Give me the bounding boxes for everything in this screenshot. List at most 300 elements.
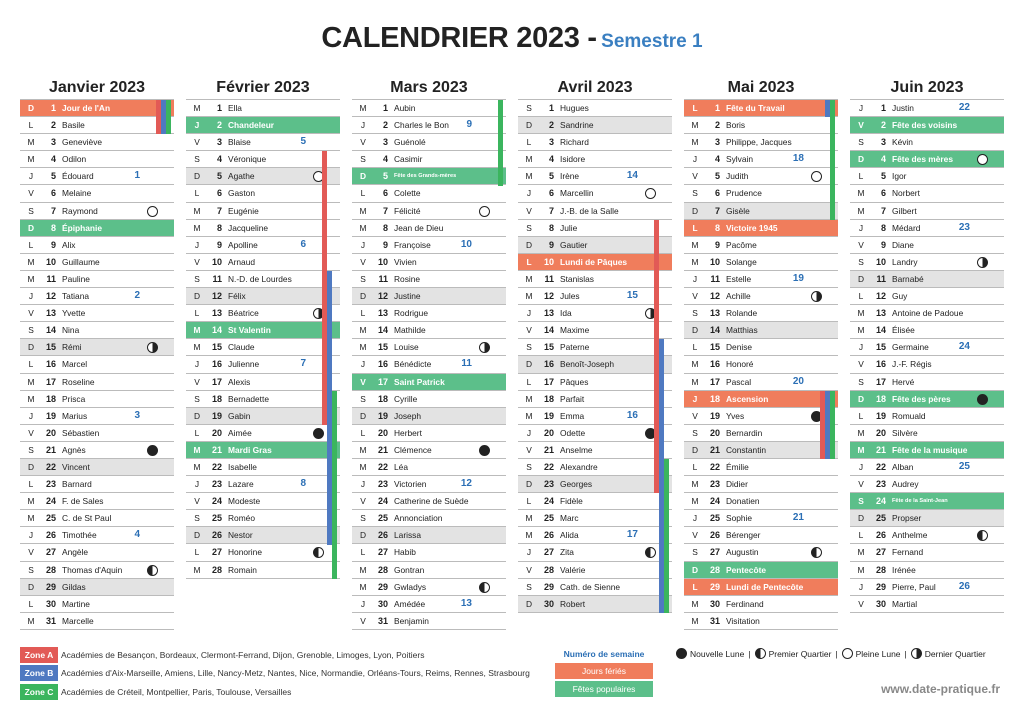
day-row xyxy=(850,185,1004,202)
day-letter: S xyxy=(28,564,34,575)
week-number: 16 xyxy=(626,409,638,421)
day-number: 16 xyxy=(45,359,56,370)
day-number: 15 xyxy=(45,342,56,353)
day-row xyxy=(684,562,838,579)
day-number: 26 xyxy=(211,530,222,541)
saint-name: Barnard xyxy=(62,479,92,490)
day-letter: D xyxy=(525,359,533,370)
day-number: 15 xyxy=(709,342,720,353)
saint-name: Irénée xyxy=(892,564,916,575)
day-row xyxy=(518,339,672,356)
day-row xyxy=(352,271,506,288)
saint-name: Alexandre xyxy=(560,461,598,472)
day-letter: D xyxy=(27,461,35,472)
day-number: 21 xyxy=(709,444,720,455)
day-row xyxy=(20,117,174,134)
day-row xyxy=(186,305,340,322)
month-name: Janvier 2023 xyxy=(48,79,146,96)
day-row xyxy=(684,613,838,630)
saint-name: Ella xyxy=(228,103,242,113)
last-quarter-icon xyxy=(911,648,922,659)
site-url[interactable]: www.date-pratique.fr xyxy=(881,682,1000,696)
day-row xyxy=(850,459,1004,476)
day-row xyxy=(518,442,672,459)
saint-name: Richard xyxy=(560,137,589,148)
saint-name: Apolline xyxy=(228,239,258,250)
day-number: 17 xyxy=(211,376,222,387)
color-key xyxy=(555,646,653,699)
saint-name: Propser xyxy=(892,513,922,524)
day-letter: L xyxy=(28,120,34,131)
day-number: 25 xyxy=(377,513,388,524)
day-row xyxy=(352,544,506,561)
saint-name: Fête des pères xyxy=(892,393,951,404)
day-letter: D xyxy=(193,410,201,421)
day-letter: J xyxy=(28,291,34,302)
day-letter: M xyxy=(691,479,699,490)
day-row xyxy=(20,527,174,544)
week-number-key: Numéro de semaine xyxy=(563,649,645,659)
day-letter: M xyxy=(525,410,533,421)
day-row xyxy=(186,254,340,271)
month-name: Mars 2023 xyxy=(390,79,468,96)
saint-name: Paterne xyxy=(560,342,590,353)
day-row xyxy=(352,322,506,339)
new-moon-icon xyxy=(977,394,988,405)
week-number: 15 xyxy=(626,290,638,302)
day-number: 14 xyxy=(377,325,388,336)
day-row xyxy=(850,374,1004,391)
day-row xyxy=(850,322,1004,339)
day-letter: S xyxy=(526,222,532,233)
saint-name: Fête des voisins xyxy=(892,120,958,131)
day-number: 16 xyxy=(875,359,886,370)
saint-name: C. de St Paul xyxy=(62,513,112,524)
week-number: 14 xyxy=(626,170,638,182)
day-number: 2 xyxy=(714,120,720,131)
day-number: 28 xyxy=(211,564,222,575)
day-letter: J xyxy=(858,103,864,113)
day-row xyxy=(850,442,1004,459)
saint-name: Robert xyxy=(560,598,586,609)
day-row xyxy=(20,579,174,596)
day-number: 4 xyxy=(216,154,222,165)
full-moon-label: Pleine Lune xyxy=(855,648,901,659)
day-row xyxy=(352,237,506,254)
day-number: 13 xyxy=(377,308,388,319)
saint-name: Épiphanie xyxy=(62,222,103,233)
day-letter: D xyxy=(525,479,533,490)
day-number: 21 xyxy=(377,444,388,455)
last-quarter-label: Dernier Quartier xyxy=(924,648,986,659)
day-number: 9 xyxy=(880,239,886,250)
day-number: 14 xyxy=(543,325,554,336)
day-row xyxy=(684,579,838,596)
saint-name: Émilie xyxy=(726,461,749,472)
first-moon-icon xyxy=(479,582,490,593)
day-row xyxy=(684,356,838,373)
week-number: 12 xyxy=(460,478,472,490)
day-number: 20 xyxy=(45,427,56,438)
day-letter: V xyxy=(28,427,34,438)
day-letter: S xyxy=(526,342,532,353)
saint-name: Gilbert xyxy=(892,205,917,216)
saint-name: Lundi de Pâques xyxy=(560,256,628,267)
day-number: 26 xyxy=(377,530,388,541)
day-letter: L xyxy=(194,308,200,319)
moon-separator: | xyxy=(835,648,838,659)
saint-name: Rosine xyxy=(394,273,421,284)
day-letter: M xyxy=(359,581,367,592)
day-letter: V xyxy=(858,120,864,131)
day-row xyxy=(518,168,672,185)
day-number: 27 xyxy=(875,547,886,558)
new-moon-label: Nouvelle Lune xyxy=(690,648,745,659)
day-letter: D xyxy=(525,598,533,609)
saint-name: Anselme xyxy=(560,444,593,455)
day-row xyxy=(186,544,340,561)
day-letter: M xyxy=(525,171,533,182)
week-number: 24 xyxy=(958,341,970,353)
saint-name: Marc xyxy=(560,513,579,524)
day-letter: S xyxy=(28,444,34,455)
day-number: 23 xyxy=(377,479,388,490)
saint-name: Lazare xyxy=(228,479,254,490)
day-row xyxy=(186,288,340,305)
day-letter: M xyxy=(27,513,35,524)
day-number: 27 xyxy=(377,547,388,558)
saint-name: Tatiana xyxy=(62,291,90,302)
day-number: 3 xyxy=(382,137,388,148)
saint-name: Rodrigue xyxy=(394,308,428,319)
saint-name: Pentecôte xyxy=(726,564,767,575)
day-number: 30 xyxy=(377,598,388,609)
day-row xyxy=(518,356,672,373)
day-number: 11 xyxy=(46,273,56,284)
title-main: CALENDRIER 2023 - xyxy=(321,22,597,54)
saint-name: Louise xyxy=(394,342,419,353)
saint-name: Justine xyxy=(394,291,421,302)
day-number: 23 xyxy=(543,479,554,490)
saint-name: Julie xyxy=(560,222,578,233)
day-row xyxy=(850,117,1004,134)
day-number: 25 xyxy=(211,513,222,524)
day-letter: D xyxy=(691,325,699,336)
day-number: 12 xyxy=(543,291,554,302)
day-letter: L xyxy=(194,427,200,438)
day-number: 13 xyxy=(543,308,554,319)
day-letter: L xyxy=(28,598,34,609)
day-number: 25 xyxy=(45,513,56,524)
day-row xyxy=(20,271,174,288)
day-number: 22 xyxy=(875,461,886,472)
day-number: 2 xyxy=(880,120,886,131)
saint-name: Agnès xyxy=(62,444,86,455)
saint-name: Odette xyxy=(560,427,586,438)
saint-name: Catherine de Suède xyxy=(394,496,469,507)
saint-name: Alix xyxy=(62,239,76,250)
day-number: 1 xyxy=(548,103,554,113)
saint-name: Saint Patrick xyxy=(394,376,445,387)
day-row xyxy=(186,203,340,220)
day-letter: M xyxy=(857,308,865,319)
day-row xyxy=(684,493,838,510)
day-letter: J xyxy=(858,581,864,592)
saint-name: Sandrine xyxy=(560,120,594,131)
first-quarter-icon xyxy=(755,648,766,659)
day-number: 29 xyxy=(543,581,554,592)
day-number: 19 xyxy=(45,410,56,421)
day-letter: D xyxy=(691,205,699,216)
day-number: 13 xyxy=(45,308,56,319)
day-number: 11 xyxy=(876,273,886,284)
day-row xyxy=(186,220,340,237)
day-number: 9 xyxy=(382,239,388,250)
saint-name: Honorine xyxy=(228,547,262,558)
day-number: 12 xyxy=(709,291,720,302)
day-row xyxy=(352,254,506,271)
day-letter: L xyxy=(526,496,532,507)
day-row xyxy=(518,288,672,305)
day-number: 20 xyxy=(709,427,720,438)
day-number: 8 xyxy=(382,222,388,233)
day-number: 8 xyxy=(714,222,720,233)
day-letter: D xyxy=(27,342,35,353)
day-letter: L xyxy=(28,359,34,370)
zone-c-vacation-bar xyxy=(830,100,835,220)
day-letter: L xyxy=(858,171,864,182)
day-row xyxy=(352,151,506,168)
day-row xyxy=(850,596,1004,613)
day-row xyxy=(186,425,340,442)
full-moon-icon xyxy=(479,206,490,217)
saint-name: Blaise xyxy=(228,137,251,148)
day-letter: S xyxy=(526,581,532,592)
day-letter: D xyxy=(857,393,865,404)
saint-name: Norbert xyxy=(892,188,920,199)
saint-name: Marcelle xyxy=(62,615,94,626)
day-row xyxy=(20,510,174,527)
saint-name: Clémence xyxy=(394,444,432,455)
saint-name: Guillaume xyxy=(62,256,100,267)
day-number: 26 xyxy=(709,530,720,541)
day-letter: L xyxy=(692,103,698,113)
day-letter: M xyxy=(27,376,35,387)
saint-name: Herbert xyxy=(394,427,422,438)
saint-name: Marius xyxy=(62,410,88,421)
saint-name: Augustin xyxy=(726,547,759,558)
day-row xyxy=(850,356,1004,373)
day-letter: V xyxy=(692,291,698,302)
day-number: 7 xyxy=(714,205,720,216)
day-letter: D xyxy=(691,564,699,575)
day-number: 22 xyxy=(211,461,222,472)
day-row xyxy=(684,527,838,544)
day-row xyxy=(850,527,1004,544)
day-number: 22 xyxy=(45,461,56,472)
month-column xyxy=(352,77,506,630)
day-letter: M xyxy=(359,564,367,575)
day-row xyxy=(518,493,672,510)
day-letter: M xyxy=(27,154,35,165)
saint-name: Aimée xyxy=(228,427,252,438)
day-letter: M xyxy=(857,325,865,336)
day-number: 12 xyxy=(377,291,388,302)
day-letter: M xyxy=(359,222,367,233)
day-row xyxy=(518,510,672,527)
day-letter: S xyxy=(194,393,200,404)
day-number: 31 xyxy=(45,615,56,626)
saint-name: Charles le Bon xyxy=(394,120,449,131)
day-letter: M xyxy=(359,342,367,353)
day-number: 13 xyxy=(709,308,720,319)
day-number: 4 xyxy=(382,154,388,165)
zone-c-tag: Zone C xyxy=(20,684,58,700)
day-number: 18 xyxy=(45,393,56,404)
day-letter: S xyxy=(194,273,200,284)
saint-name: Landry xyxy=(892,256,918,267)
saint-name: Félicité xyxy=(394,205,421,216)
day-letter: L xyxy=(692,222,698,233)
saint-name: Geneviève xyxy=(62,137,103,148)
saint-name: Irène xyxy=(560,171,580,182)
first-moon-icon xyxy=(645,547,656,558)
day-letter: M xyxy=(27,615,35,626)
saint-name: Philippe, Jacques xyxy=(726,137,792,148)
day-letter: D xyxy=(27,222,35,233)
week-number: 19 xyxy=(792,272,804,284)
day-number: 26 xyxy=(543,530,554,541)
day-letter: S xyxy=(360,154,366,165)
saint-name: Gabin xyxy=(228,410,251,421)
saint-name: Diane xyxy=(892,239,914,250)
day-number: 8 xyxy=(50,222,56,233)
saint-name: Martial xyxy=(892,598,918,609)
day-number: 11 xyxy=(378,273,388,284)
day-number: 16 xyxy=(377,359,388,370)
new-moon-icon xyxy=(676,648,687,659)
saint-name: Pâques xyxy=(560,376,589,387)
day-letter: L xyxy=(360,547,366,558)
day-letter: J xyxy=(692,154,698,165)
day-row xyxy=(20,151,174,168)
day-row xyxy=(850,562,1004,579)
day-letter: M xyxy=(359,461,367,472)
day-row xyxy=(684,151,838,168)
day-number: 12 xyxy=(211,291,222,302)
week-number: 3 xyxy=(134,409,140,421)
saint-name: Romuald xyxy=(892,410,926,421)
day-letter: M xyxy=(857,205,865,216)
day-number: 3 xyxy=(50,137,56,148)
day-letter: M xyxy=(193,222,201,233)
day-row xyxy=(684,339,838,356)
day-letter: J xyxy=(28,171,34,182)
zone-b-legend xyxy=(20,665,530,682)
day-row xyxy=(684,220,838,237)
day-letter: J xyxy=(194,359,200,370)
day-number: 5 xyxy=(714,171,720,182)
day-number: 6 xyxy=(50,188,56,199)
saint-name: Gaston xyxy=(228,188,256,199)
day-row xyxy=(352,374,506,391)
day-letter: M xyxy=(525,273,533,284)
saint-name: J.-F. Régis xyxy=(892,359,932,370)
day-row xyxy=(684,408,838,425)
day-number: 15 xyxy=(211,342,222,353)
saint-name: Raymond xyxy=(62,205,98,216)
day-number: 1 xyxy=(50,103,56,113)
day-number: 22 xyxy=(543,461,554,472)
day-letter: V xyxy=(526,325,532,336)
day-number: 25 xyxy=(543,513,554,524)
saint-name: Fête des mères xyxy=(892,154,953,165)
week-number: 9 xyxy=(466,119,472,131)
day-row xyxy=(518,562,672,579)
saint-name: Rémi xyxy=(62,342,82,353)
day-row xyxy=(186,185,340,202)
day-letter: M xyxy=(193,205,201,216)
day-letter: J xyxy=(28,530,34,541)
day-number: 25 xyxy=(875,513,886,524)
day-number: 3 xyxy=(548,137,554,148)
saint-name: Ida xyxy=(560,308,572,319)
saint-name: Roméo xyxy=(228,513,255,524)
day-letter: M xyxy=(691,598,699,609)
saint-name: Fernand xyxy=(892,547,924,558)
day-row xyxy=(186,391,340,408)
day-letter: M xyxy=(27,393,35,404)
day-letter: D xyxy=(193,530,201,541)
saint-name: Estelle xyxy=(726,273,752,284)
day-number: 20 xyxy=(543,427,554,438)
zone-c-vacation-bar xyxy=(498,100,503,186)
day-number: 18 xyxy=(709,393,720,404)
day-row xyxy=(850,100,1004,117)
day-letter: M xyxy=(193,564,201,575)
day-number: 22 xyxy=(709,461,720,472)
day-row xyxy=(850,288,1004,305)
day-letter: M xyxy=(525,291,533,302)
saint-name: J.-B. de la Salle xyxy=(560,205,619,216)
day-row xyxy=(684,237,838,254)
day-row xyxy=(186,100,340,117)
day-row xyxy=(518,322,672,339)
day-row xyxy=(518,100,672,117)
saint-name: Honoré xyxy=(726,359,754,370)
day-number: 24 xyxy=(45,496,56,507)
day-number: 5 xyxy=(548,171,554,182)
first-moon-icon xyxy=(977,530,988,541)
saint-name: Vivien xyxy=(394,256,417,267)
day-letter: V xyxy=(360,256,366,267)
day-letter: L xyxy=(692,461,698,472)
saint-name: Habib xyxy=(394,547,416,558)
saint-name: Antoine de Padoue xyxy=(892,308,964,319)
day-row xyxy=(518,305,672,322)
day-row xyxy=(352,288,506,305)
day-number: 3 xyxy=(216,137,222,148)
day-number: 22 xyxy=(377,461,388,472)
saint-name: Gautier xyxy=(560,239,588,250)
day-number: 24 xyxy=(377,496,388,507)
month-name: Février 2023 xyxy=(216,79,310,96)
day-row xyxy=(518,408,672,425)
saint-name: Sophie xyxy=(726,513,753,524)
day-number: 16 xyxy=(543,359,554,370)
day-letter: M xyxy=(857,444,865,455)
day-letter: L xyxy=(858,530,864,541)
